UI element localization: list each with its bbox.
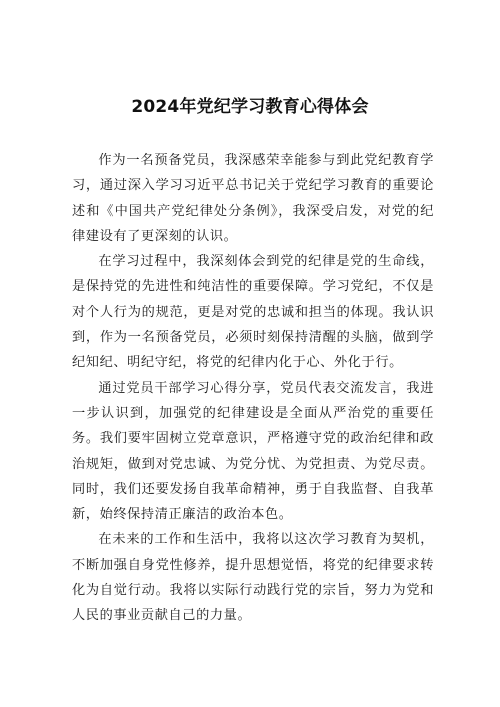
document-body <box>72 148 434 629</box>
paragraph-1: 作为一名预备党员，我深感荣幸能参与到此党纪教育学习，通过深入学习习近平总书记关于党纪学习教育的重要论述和《中国共产党纪律处分条例》，我深受启发，对党的纪律建设有了更深刻的认识。 <box>72 153 434 244</box>
document-title: 2024年党纪学习教育心得体会 <box>131 97 369 117</box>
paragraph-2: 在学习过程中，我深刻体会到党的纪律是党的生命线，是保持党的先进性和纯洁性的重要保障。学习党纪，不仅是对个人行为的规范，更是对党的忠诚和担当的体现。我认识到，作为一名预备党员，必须时刻保持清醒的头脑，做到学纪知纪、明纪守纪，将党的纪律内化于心、外化于行。 <box>72 254 434 371</box>
paragraph-4: 在未来的工作和生活中，我将以这次学习教育为契机，不断加强自身党性修养，提升思想觉悟，将党的纪律要求转化为自觉行动。我将以实际行动践行党的宗旨，努力为党和人民的事业贡献自己的力量。 <box>72 532 434 624</box>
paragraph-3: 通过党员干部学习心得分享，党员代表交流发言，我进一步认识到，加强党的纪律建设是全面从严治党的重要任务。我们要牢固树立党章意识，严格遵守党的政治纪律和政治规矩，做到对党忠诚、为党分忧、为党担责、为党尽责。同时，我们还要发扬自我革命精神，勇于自我监督、自我革新，始终保持清正廉洁的政治本色。 <box>72 380 434 523</box>
